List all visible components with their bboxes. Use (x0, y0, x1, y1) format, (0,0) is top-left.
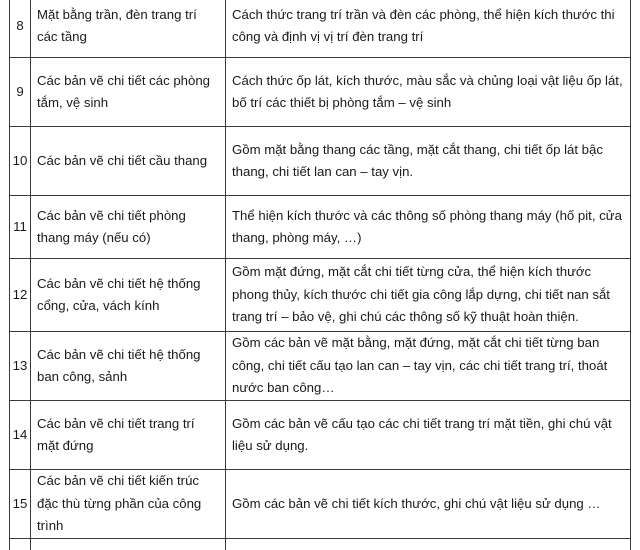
drawing-name: Các bản vẽ chi tiết trang trí mặt đứng (31, 401, 226, 470)
row-number: 11 (10, 196, 31, 259)
drawing-description: Gồm các bản vẽ mặt bằng, mặt đứng, mặt cắt chi tiết từng ban công, chi tiết cấu tạo lan can – tay vịn, các chi tiết trang trí, thoát nước ban công… (226, 332, 631, 401)
drawing-description-empty (226, 538, 631, 550)
row-number: 12 (10, 259, 31, 332)
drawing-name: Các bản vẽ chi tiết các phòng tắm, vệ sinh (31, 58, 226, 127)
table-row (10, 0, 631, 58)
drawing-name: Các bản vẽ chi tiết kiến trúc đặc thù từng phần của công trình (31, 470, 226, 539)
table-row (10, 470, 631, 539)
drawing-name: Các bản vẽ chi tiết cầu thang (31, 127, 226, 196)
row-number-empty (10, 538, 31, 550)
table-row (10, 259, 631, 332)
row-number: 10 (10, 127, 31, 196)
drawing-list-table (9, 0, 631, 550)
drawing-name: Các bản vẽ chi tiết hệ thống ban công, sảnh (31, 332, 226, 401)
drawing-name-empty (31, 538, 226, 550)
table-row (10, 196, 631, 259)
drawing-description: Cách thức trang trí trần và đèn các phòng, thể hiện kích thước thi công và định vị vị trí đèn trang trí (226, 0, 631, 58)
drawing-description: Gồm các bản vẽ chi tiết kích thước, ghi chú vật liệu sử dụng … (226, 470, 631, 539)
table-row (10, 127, 631, 196)
drawing-name: Các bản vẽ chi tiết phòng thang máy (nếu có) (31, 196, 226, 259)
drawing-description: Gồm các bản vẽ cấu tạo các chi tiết trang trí mặt tiền, ghi chú vật liệu sử dụng. (226, 401, 631, 470)
row-number: 13 (10, 332, 31, 401)
table-row (10, 401, 631, 470)
drawing-description: Cách thức ốp lát, kích thước, màu sắc và chủng loại vật liệu ốp lát, bố trí các thiết bị phòng tắm – vệ sinh (226, 58, 631, 127)
drawing-description: Gồm mặt bằng thang các tầng, mặt cắt thang, chi tiết ốp lát bậc thang, chi tiết lan can – tay vịn. (226, 127, 631, 196)
drawing-description: Thể hiện kích thước và các thông số phòng thang máy (hố pit, cửa thang, phòng máy, …) (226, 196, 631, 259)
row-number: 9 (10, 58, 31, 127)
row-number: 15 (10, 470, 31, 539)
row-number: 8 (10, 0, 31, 58)
table-row (10, 58, 631, 127)
drawing-name: Mặt bằng trần, đèn trang trí các tầng (31, 0, 226, 58)
table-row (10, 332, 631, 401)
drawing-name: Các bản vẽ chi tiết hệ thống cổng, cửa, vách kính (31, 259, 226, 332)
row-number: 14 (10, 401, 31, 470)
table-row-partial (10, 538, 631, 550)
drawing-description: Gồm mặt đứng, mặt cắt chi tiết từng cửa, thể hiện kích thước phong thủy, kích thước chi tiết gia công lắp dựng, chi tiết nan sắt trang trí – bảo vệ, ghi chú các thông số kỹ thuật hoàn thiện. (226, 259, 631, 332)
